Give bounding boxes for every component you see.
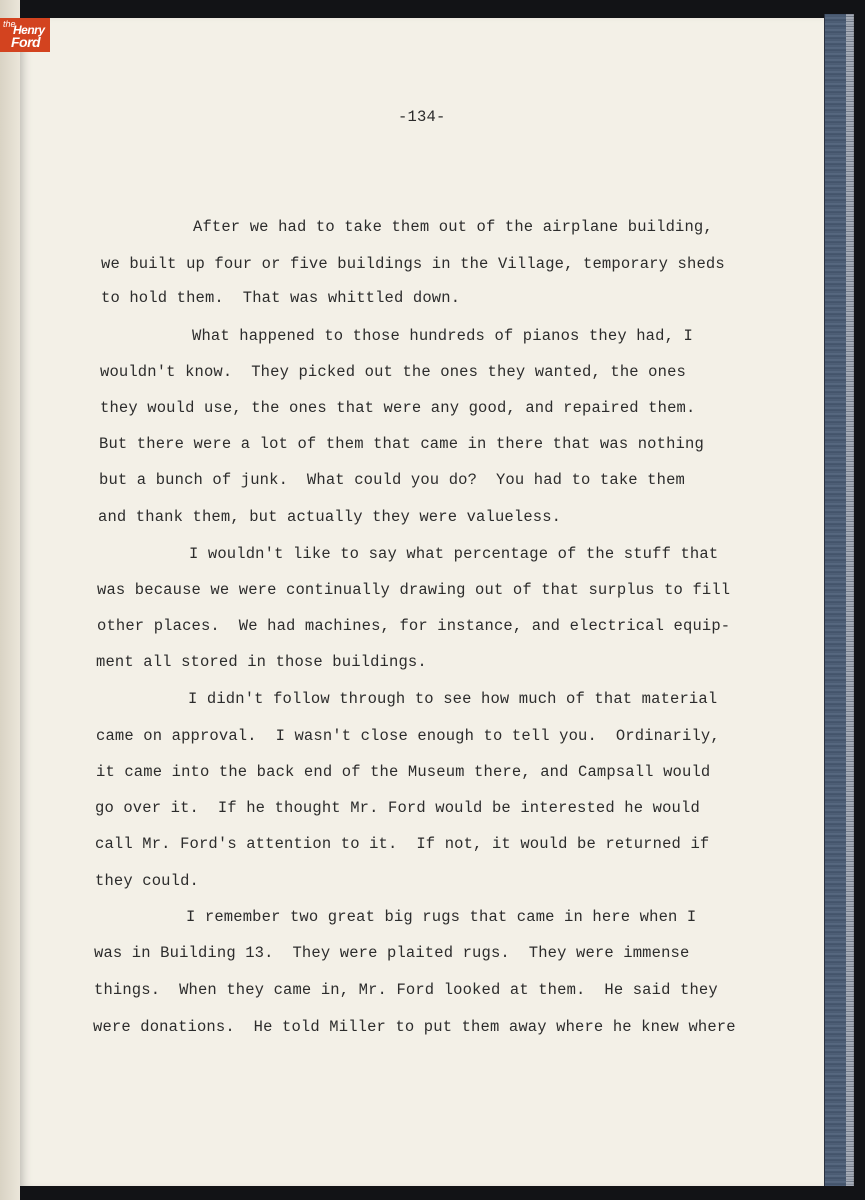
text-line: What happened to those hundreds of pianos they had, I [192,327,693,345]
text-line: I remember two great big rugs that came in here when I [186,908,697,926]
text-line: but a bunch of junk. What could you do? You had to take them [99,471,685,489]
document-page [20,18,824,1186]
henry-ford-logo [0,18,50,52]
cover-cloth-fray [846,14,854,1186]
text-line: they could. [95,872,199,890]
text-line: things. When they came in, Mr. Ford looked at them. He said they [94,981,718,999]
text-line: came on approval. I wasn't close enough to tell you. Ordinarily, [96,727,720,745]
text-line: and thank them, but actually they were valueless. [98,508,562,526]
text-line: call Mr. Ford's attention to it. If not, it would be returned if [95,835,710,853]
text-line: go over it. If he thought Mr. Ford would be interested he would [95,799,700,817]
logo-ford: Ford [11,34,41,50]
text-line: wouldn't know. They picked out the ones they wanted, the ones [100,363,686,381]
page-number: -134- [398,108,446,126]
text-line: it came into the back end of the Museum there, and Campsall would [96,763,711,781]
text-line: we built up four or five buildings in the Village, temporary sheds [101,255,725,273]
text-line: After we had to take them out of the airplane building, [193,218,713,236]
text-line: ment all stored in those buildings. [96,653,427,671]
text-line: I wouldn't like to say what percentage of the stuff that [189,545,719,563]
logo-the: the [3,19,16,29]
text-line: I didn't follow through to see how much of that material [188,690,718,708]
text-line: was in Building 13. They were plaited rugs. They were immense [94,944,690,962]
text-line: But there were a lot of them that came in there that was nothing [99,435,704,453]
text-line: other places. We had machines, for instance, and electrical equip- [97,617,731,635]
previous-page-edge [0,0,20,1200]
text-line: was because we were continually drawing out of that surplus to fill [97,581,731,599]
text-line: they would use, the ones that were any good, and repaired them. [100,399,696,417]
text-line: to hold them. That was whittled down. [101,289,461,307]
logo-henry: Henry [13,23,45,37]
text-line: were donations. He told Miller to put them away where he knew where [93,1018,736,1036]
